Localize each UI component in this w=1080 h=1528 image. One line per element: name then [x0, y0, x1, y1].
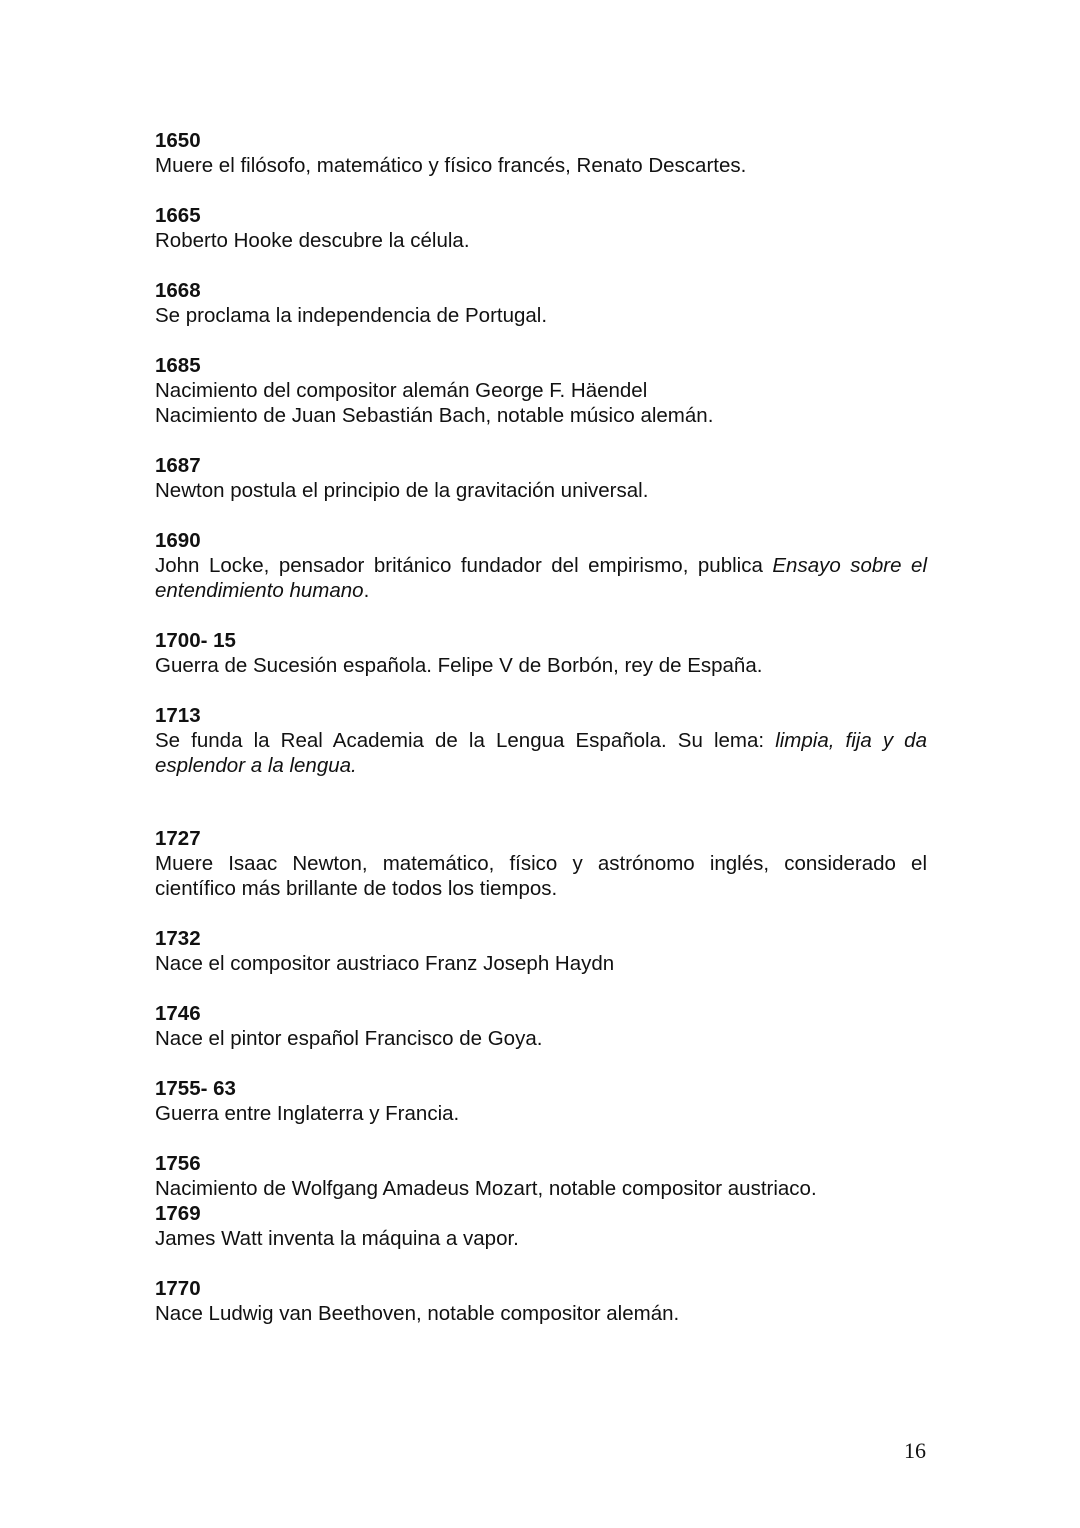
entry-year: 1755- 63: [155, 1077, 236, 1100]
entry-year: 1687: [155, 454, 201, 477]
entry-text: [155, 553, 927, 603]
entry-text: Muere Isaac Newton, matemático, físico y astrónomo inglés, considerado el científico más brillante de todos los tiempos.: [155, 852, 927, 900]
timeline-entry-1732: [155, 926, 927, 976]
entry-text: Roberto Hooke descubre la célula.: [155, 229, 470, 252]
entry-year: 1685: [155, 354, 201, 377]
timeline-entry-1727: [155, 826, 927, 901]
timeline-entry-1687: [155, 453, 927, 503]
timeline-entry-1650: [155, 128, 927, 178]
entry-year: 1746: [155, 1002, 201, 1025]
entry-text: Nacimiento del compositor alemán George F. Häendel: [155, 379, 648, 402]
entry-text: Nacimiento de Wolfgang Amadeus Mozart, notable compositor austriaco.: [155, 1177, 817, 1200]
entry-year: 1668: [155, 279, 201, 302]
entry-text: Guerra entre Inglaterra y Francia.: [155, 1102, 460, 1125]
entry-text-regular: John Locke, pensador británico fundador del empirismo, publica: [155, 554, 773, 577]
entry-year: 1770: [155, 1277, 201, 1300]
entry-year: 1690: [155, 529, 201, 552]
entry-text: Nace el compositor austriaco Franz Joseph Haydn: [155, 952, 615, 975]
timeline-entry-1685: [155, 353, 927, 428]
entry-text: Muere el filósofo, matemático y físico francés, Renato Descartes.: [155, 154, 747, 177]
timeline-entry-1769: [155, 1201, 927, 1251]
entry-text: Nace Ludwig van Beethoven, notable compositor alemán.: [155, 1302, 680, 1325]
entry-text-regular: Se funda la Real Academia de la Lengua Española. Su lema:: [155, 729, 776, 752]
entry-text: Guerra de Sucesión española. Felipe V de Borbón, rey de España.: [155, 654, 763, 677]
motto: limpia, fija y da esplendor a la lengua.: [155, 729, 927, 777]
entry-year: 1727: [155, 827, 201, 850]
timeline-entry-1770: [155, 1276, 927, 1326]
timeline-entry-1755-63: [155, 1076, 927, 1126]
timeline-entry-1665: [155, 203, 927, 253]
timeline-entry-1756: [155, 1151, 927, 1201]
entry-text-end: .: [363, 579, 370, 602]
timeline-entry-1713: [155, 703, 927, 778]
entry-text: Se proclama la independencia de Portugal.: [155, 304, 548, 327]
entry-text: James Watt inventa la máquina a vapor.: [155, 1227, 519, 1250]
timeline-entry-1700-15: [155, 628, 927, 678]
entry-year: 1650: [155, 129, 201, 152]
entry-text: Newton postula el principio de la gravitación universal.: [155, 479, 649, 502]
entry-year: 1665: [155, 204, 201, 227]
entry-text: Nacimiento de Juan Sebastián Bach, notable músico alemán.: [155, 404, 714, 427]
timeline-entry-1668: [155, 278, 927, 328]
book-title: Ensayo sobre el entendimiento humano: [155, 554, 928, 602]
entry-year: 1769: [155, 1202, 201, 1225]
page-number: 16: [904, 1438, 926, 1463]
timeline-entry-1746: [155, 1001, 927, 1051]
entry-year: 1700- 15: [155, 629, 236, 652]
entry-text: Nace el pintor español Francisco de Goya.: [155, 1027, 543, 1050]
entry-year: 1732: [155, 927, 201, 950]
timeline-content: [155, 128, 927, 1351]
timeline-entry-1690: [155, 528, 927, 603]
entry-year: 1756: [155, 1152, 201, 1175]
entry-year: 1713: [155, 704, 201, 727]
entry-text: [155, 728, 927, 778]
